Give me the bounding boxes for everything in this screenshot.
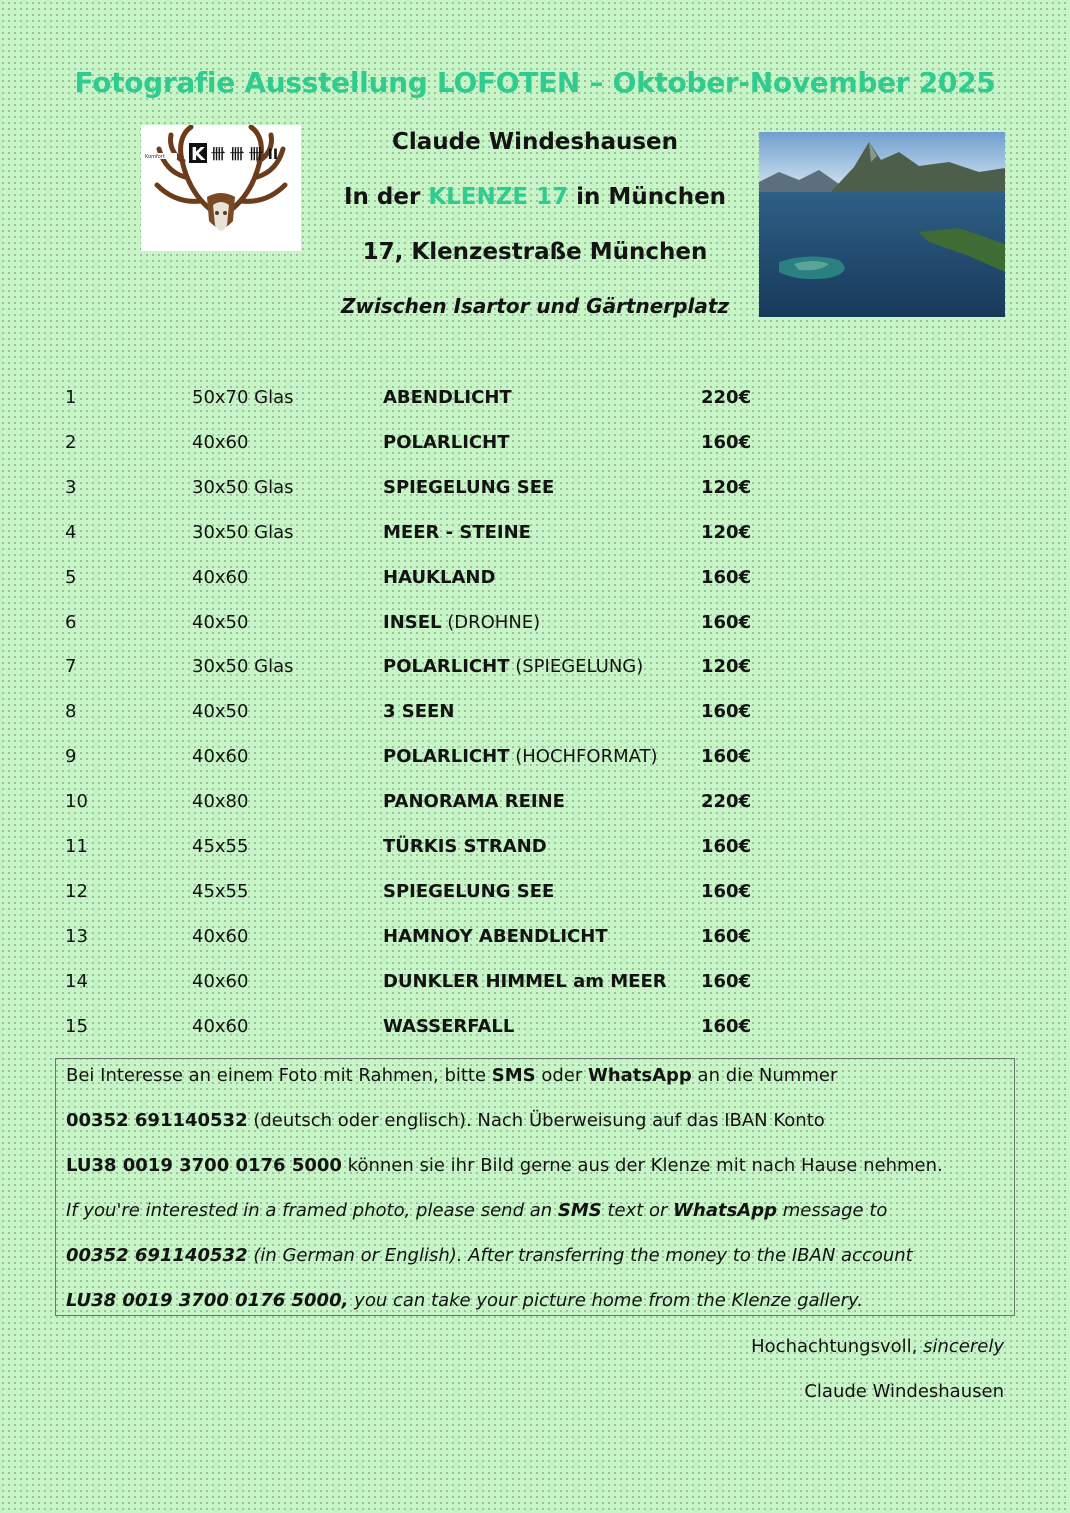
table-row xyxy=(0,881,1070,907)
work-price: 120€ xyxy=(701,521,752,543)
work-title: WASSERFALL xyxy=(383,1015,515,1037)
table-row xyxy=(0,477,1070,503)
table-row xyxy=(0,522,1070,548)
work-note: (HOCHFORMAT) xyxy=(515,746,658,768)
work-title: 3 SEEN xyxy=(383,701,455,723)
work-title: MEER - STEINE xyxy=(383,521,531,543)
work-number: 2 xyxy=(65,431,77,453)
work-title: HAMNOY ABENDLICHT xyxy=(383,925,608,947)
work-number: 9 xyxy=(65,746,77,768)
closing-name: Claude Windeshausen xyxy=(804,1381,1004,1402)
artist-name: Claude Windeshausen xyxy=(391,129,679,155)
work-size: 40x60 xyxy=(192,925,249,947)
table-row xyxy=(0,791,1070,817)
work-price: 160€ xyxy=(701,925,752,947)
work-size: 50x70 Glas xyxy=(192,387,294,408)
lofoten-photo xyxy=(759,132,1005,317)
venue-name: KLENZE 17 xyxy=(428,184,569,210)
work-title: TÜRKIS STRAND xyxy=(383,836,547,857)
work-number: 4 xyxy=(65,521,77,543)
work-price: 160€ xyxy=(701,970,752,992)
work-number: 1 xyxy=(65,387,77,408)
work-size: 30x50 Glas xyxy=(192,521,294,543)
work-price: 120€ xyxy=(701,656,752,678)
table-row xyxy=(0,656,1070,682)
work-price: 160€ xyxy=(701,880,752,902)
work-number: 15 xyxy=(65,1015,88,1037)
antler-trophy-icon xyxy=(141,125,301,251)
work-price: 160€ xyxy=(701,836,752,857)
page-title: Fotografie Ausstellung LOFOTEN – Oktober-November 2025 xyxy=(74,66,996,99)
work-number: 11 xyxy=(65,836,88,857)
work-price: 160€ xyxy=(701,611,752,633)
work-price: 220€ xyxy=(701,791,752,813)
work-size: 40x60 xyxy=(192,566,249,588)
info-de-line-2: 00352 691140532 (deutsch oder englisch). Nach Überweisung auf das IBAN Konto xyxy=(66,1110,825,1131)
work-number: 6 xyxy=(65,611,77,633)
table-row xyxy=(0,746,1070,772)
table-row xyxy=(0,971,1070,997)
info-box xyxy=(55,1058,1015,1316)
work-price: 220€ xyxy=(701,387,752,408)
work-title: POLARLICHT (HOCHFORMAT) xyxy=(383,746,658,768)
info-en-line-1: If you're interested in a framed photo, please send an SMS text or WhatsApp message to xyxy=(66,1200,888,1221)
closing-regards: Hochachtungsvoll, sincerely xyxy=(751,1336,1004,1357)
work-number: 10 xyxy=(65,791,88,813)
work-title: ABENDLICHT xyxy=(383,387,512,408)
work-price: 160€ xyxy=(701,746,752,768)
work-title: SPIEGELUNG SEE xyxy=(383,880,555,902)
work-note: (DROHNE) xyxy=(447,611,541,633)
svg-text:K: K xyxy=(191,144,205,165)
venue-prefix: In der xyxy=(343,184,421,210)
table-row xyxy=(0,432,1070,458)
work-title: PANORAMA REINE xyxy=(383,791,565,813)
work-size: 45x55 xyxy=(192,880,249,902)
work-size: 40x60 xyxy=(192,746,249,768)
work-size: 40x60 xyxy=(192,970,249,992)
work-number: 12 xyxy=(65,880,88,902)
venue-line xyxy=(300,184,770,210)
table-row xyxy=(0,1016,1070,1042)
work-title: POLARLICHT (SPIEGELUNG) xyxy=(383,656,644,678)
info-de-line-3: LU38 0019 3700 0176 5000 können sie ihr Bild gerne aus der Klenze mit nach Hause nehmen. xyxy=(66,1155,943,1176)
work-size: 40x60 xyxy=(192,1015,249,1037)
table-row xyxy=(0,387,1070,413)
work-size: 45x55 xyxy=(192,836,249,857)
work-size: 40x50 xyxy=(192,701,249,723)
work-title: DUNKLER HIMMEL am MEER xyxy=(383,970,667,992)
work-number: 7 xyxy=(65,656,77,678)
work-number: 5 xyxy=(65,566,77,588)
iban-number: LU38 0019 3700 0176 5000 xyxy=(66,1155,342,1176)
phone-number: 00352 691140532 xyxy=(66,1110,248,1131)
work-size: 40x50 xyxy=(192,611,249,633)
work-title: HAUKLAND xyxy=(383,566,496,588)
work-price: 160€ xyxy=(701,1015,752,1037)
work-size: 40x60 xyxy=(192,431,249,453)
work-price: 160€ xyxy=(701,566,752,588)
work-title: INSEL (DROHNE) xyxy=(383,611,541,633)
work-price: 120€ xyxy=(701,476,752,498)
work-size: 30x50 Glas xyxy=(192,656,294,678)
info-en-line-3: LU38 0019 3700 0176 5000, you can take your picture home from the Klenze gallery. xyxy=(66,1290,863,1311)
work-number: 13 xyxy=(65,925,88,947)
table-row xyxy=(0,567,1070,593)
table-row xyxy=(0,836,1070,862)
work-size: 30x50 Glas xyxy=(192,476,294,498)
work-size: 40x80 xyxy=(192,791,249,813)
info-de-line-1: Bei Interesse an einem Foto mit Rahmen, bitte SMS oder WhatsApp an die Nummer xyxy=(66,1065,838,1086)
work-price: 160€ xyxy=(701,431,752,453)
table-row xyxy=(0,612,1070,638)
table-row xyxy=(0,701,1070,727)
svg-text:Komfort: Komfort xyxy=(145,154,165,160)
work-price: 160€ xyxy=(701,701,752,723)
address: 17, Klenzestraße München xyxy=(362,239,708,265)
logo-antlers-image xyxy=(141,125,301,251)
location-note: Zwischen Isartor und Gärtnerplatz xyxy=(340,294,730,318)
info-en-line-2: 00352 691140532 (in German or English). After transferring the money to the IBAN account xyxy=(66,1245,913,1266)
work-title: SPIEGELUNG SEE xyxy=(383,476,555,498)
work-number: 3 xyxy=(65,476,77,498)
work-number: 8 xyxy=(65,701,77,723)
venue-suffix: in München xyxy=(576,184,727,210)
table-row xyxy=(0,926,1070,952)
svg-text:卌 卌 卌 II: 卌 卌 卌 II xyxy=(211,147,279,163)
work-number: 14 xyxy=(65,970,88,992)
work-note: (SPIEGELUNG) xyxy=(515,656,644,678)
work-title: POLARLICHT xyxy=(383,431,510,453)
